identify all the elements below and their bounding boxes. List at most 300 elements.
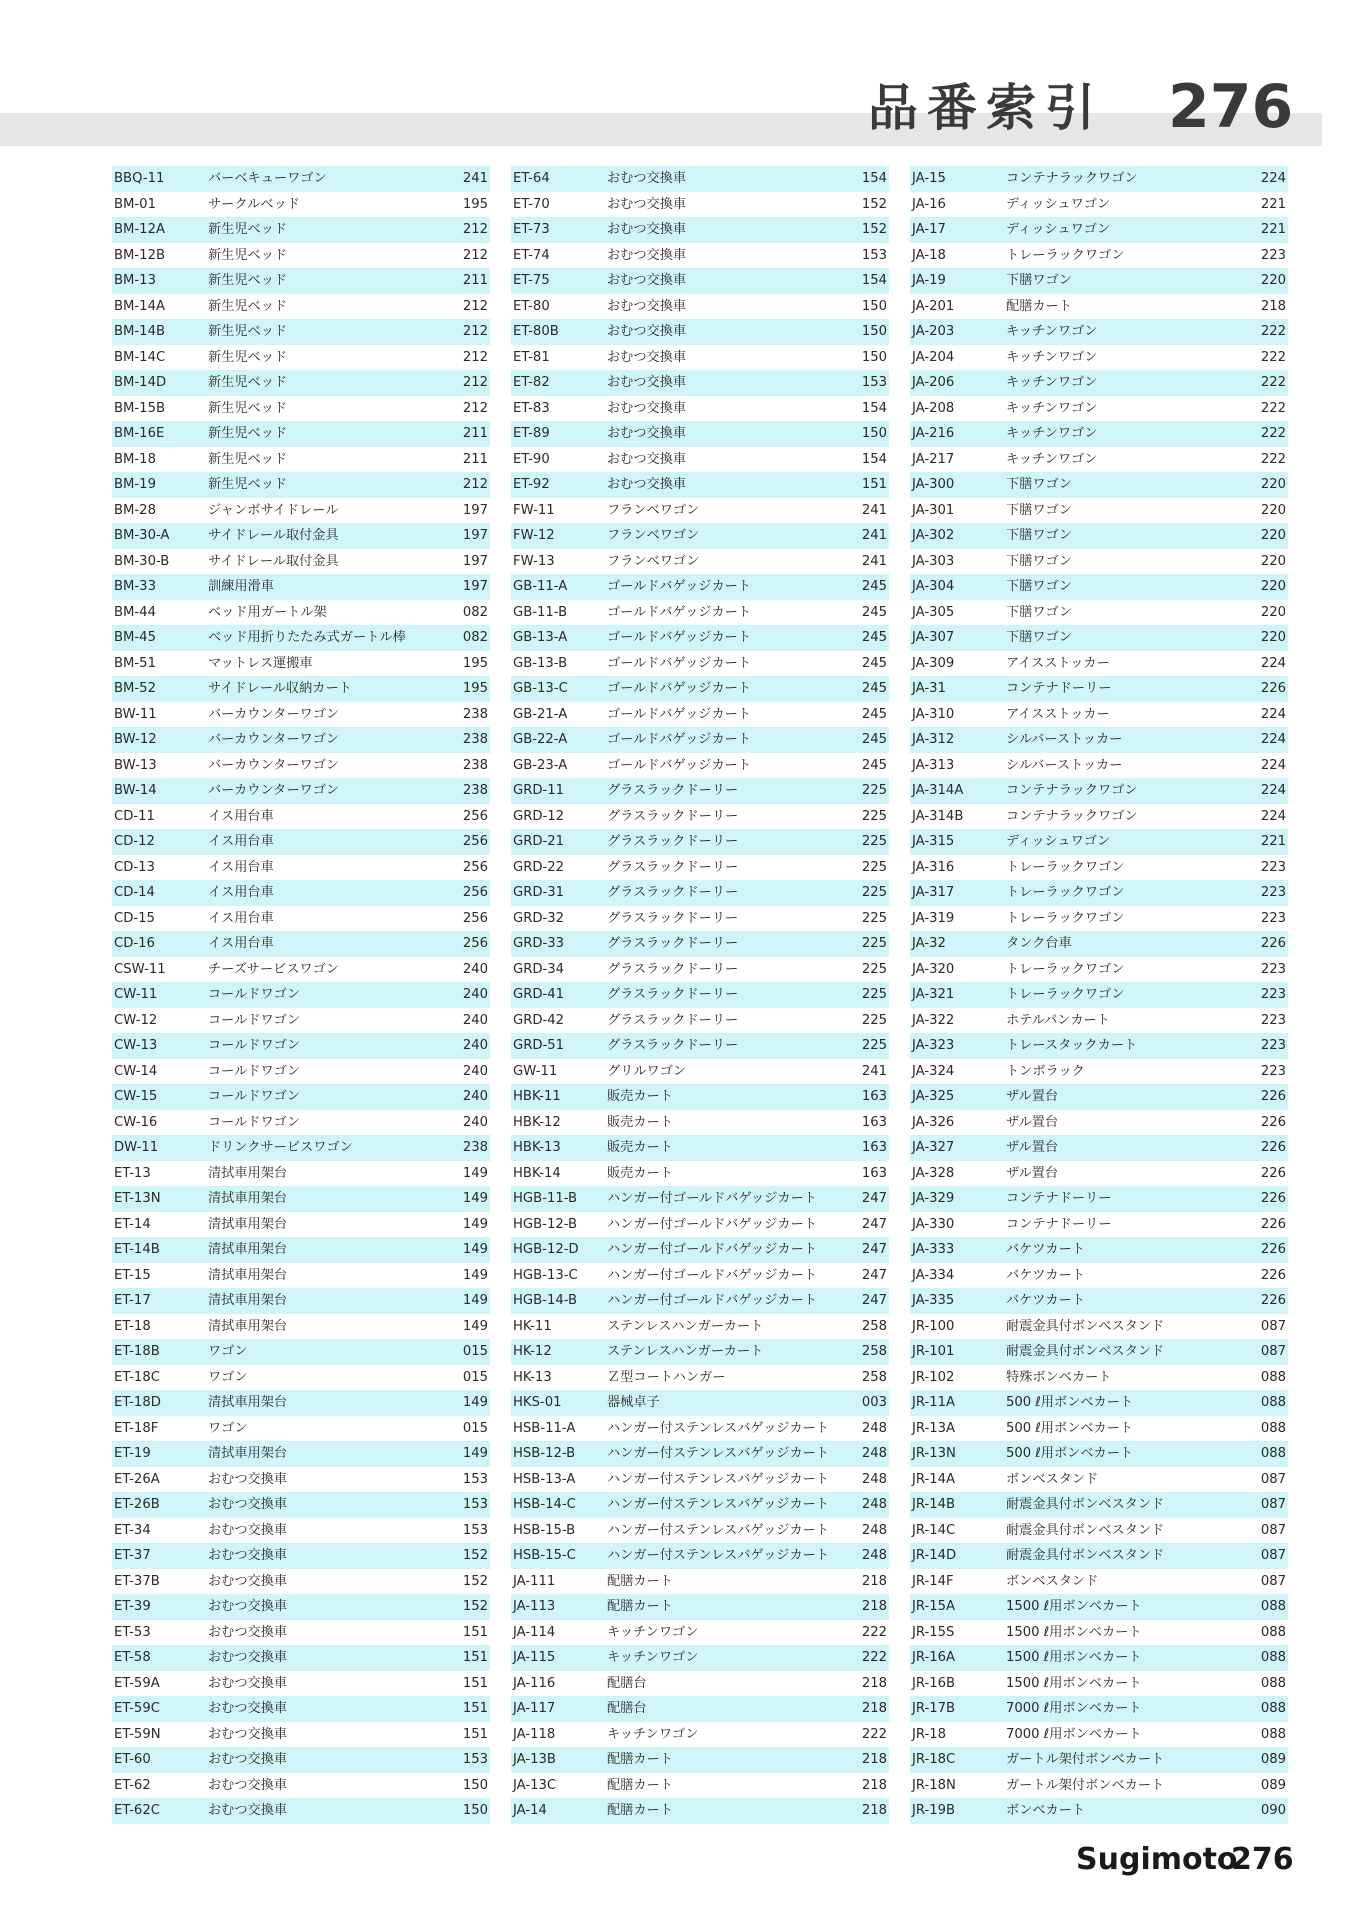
index-row: [910, 268, 1288, 294]
item-code: BM-28: [114, 502, 156, 518]
item-page: 225: [861, 859, 887, 875]
index-row: [511, 421, 889, 447]
item-name: バケツカート: [1006, 1293, 1085, 1308]
index-row: [910, 753, 1288, 779]
item-code: ET-37: [114, 1548, 151, 1563]
item-name: ゴールドバゲッジカート: [607, 732, 752, 747]
index-row: [910, 1569, 1288, 1595]
index-row: [910, 1798, 1288, 1824]
item-page: 218: [861, 1752, 887, 1767]
item-code: CD-12: [114, 834, 155, 849]
item-code: JR-13N: [912, 1446, 956, 1461]
item-code: CD-13: [114, 859, 155, 875]
index-row: [910, 1314, 1288, 1340]
item-page: 195: [462, 655, 488, 671]
item-name: コールドワゴン: [208, 1038, 301, 1053]
item-page: 218: [861, 1675, 887, 1691]
index-row: [112, 421, 490, 447]
item-name: おむつ交換車: [607, 426, 687, 441]
item-page: 088: [1260, 1420, 1286, 1436]
item-page: 152: [861, 222, 887, 237]
item-name: コンテナドーリー: [1006, 1191, 1112, 1206]
item-code: BM-33: [114, 579, 156, 594]
index-row: [910, 1390, 1288, 1416]
item-page: 154: [861, 171, 887, 186]
index-row: [112, 1798, 490, 1824]
item-code: HSB-12-B: [513, 1446, 576, 1461]
item-code: CW-12: [114, 1012, 158, 1028]
item-name: 訓練用滑車: [208, 579, 274, 594]
index-row: [511, 574, 889, 600]
item-page: 223: [1260, 1012, 1286, 1028]
item-page: 240: [462, 1089, 488, 1104]
item-page: 241: [861, 1063, 887, 1079]
item-name: トレーラックワゴン: [1006, 961, 1125, 977]
index-row: [112, 1339, 490, 1365]
index-row: [910, 549, 1288, 575]
item-page: 256: [462, 936, 488, 951]
item-page: 221: [1260, 222, 1286, 237]
item-page: 212: [462, 349, 488, 365]
item-page: 015: [462, 1344, 488, 1359]
index-row: [511, 1110, 889, 1136]
item-name: ボンベスタンド: [1006, 1471, 1099, 1487]
item-page: 240: [462, 1114, 488, 1130]
index-row: [511, 753, 889, 779]
index-row: [112, 982, 490, 1008]
item-page: 224: [1260, 732, 1286, 747]
item-code: ET-15: [114, 1267, 151, 1283]
item-code: BW-12: [114, 732, 157, 747]
item-code: JA-117: [513, 1701, 556, 1716]
item-page: 245: [861, 681, 887, 696]
item-page: 248: [861, 1420, 887, 1436]
item-code: JA-323: [912, 1038, 955, 1053]
index-row: [511, 1747, 889, 1773]
index-row: [910, 880, 1288, 906]
index-row: [112, 651, 490, 677]
header-page-number: 276: [1168, 72, 1294, 142]
item-page: 221: [1260, 834, 1286, 849]
index-row: [910, 319, 1288, 345]
item-page: 151: [861, 477, 887, 492]
index-row: [511, 1543, 889, 1569]
item-page: 149: [462, 1267, 488, 1283]
item-name: おむつ交換車: [208, 1471, 288, 1487]
item-code: HGB-14-B: [513, 1293, 578, 1308]
index-row: [511, 880, 889, 906]
item-name: 下膳ワゴン: [1006, 579, 1072, 594]
item-code: HGB-12-B: [513, 1216, 578, 1232]
item-name: 配膳カート: [607, 1752, 673, 1767]
item-page: 245: [861, 655, 887, 671]
item-name: ゴールドバゲッジカート: [607, 630, 752, 645]
index-row: [511, 1671, 889, 1697]
index-row: [112, 549, 490, 575]
item-name: バーカウンターワゴン: [208, 732, 340, 747]
index-row: [910, 1492, 1288, 1518]
item-page: 256: [462, 808, 488, 824]
item-code: JR-17B: [912, 1701, 956, 1716]
item-code: JR-101: [912, 1344, 955, 1359]
item-code: JA-307: [912, 630, 955, 645]
item-code: FW-13: [513, 553, 555, 569]
item-code: JA-300: [912, 477, 955, 492]
index-row: [511, 1773, 889, 1799]
item-name: 耐震金具付ボンベスタンド: [1006, 1344, 1165, 1359]
item-name: ワゴン: [208, 1344, 248, 1359]
item-code: HBK-12: [513, 1114, 561, 1130]
item-name: フランベワゴン: [607, 528, 700, 543]
index-row: [112, 880, 490, 906]
item-code: JA-313: [912, 757, 955, 773]
item-code: ET-26B: [114, 1497, 160, 1512]
item-code: ET-18D: [114, 1395, 161, 1410]
index-row: [112, 370, 490, 396]
index-row: [910, 396, 1288, 422]
item-page: 149: [462, 1293, 488, 1308]
item-code: GB-13-C: [513, 681, 568, 696]
item-name: ベッド用ガートル架: [208, 604, 327, 620]
item-page: 226: [1260, 936, 1286, 951]
item-page: 088: [1260, 1701, 1286, 1716]
index-row: [511, 1314, 889, 1340]
item-page: 241: [861, 502, 887, 518]
item-page: 256: [462, 834, 488, 849]
item-page: 090: [1260, 1803, 1286, 1818]
index-row: [910, 1620, 1288, 1646]
item-page: 218: [861, 1599, 887, 1614]
item-name: コールドワゴン: [208, 1063, 301, 1079]
item-name: イス用台車: [208, 885, 274, 900]
footer-page-number: 276: [1231, 1842, 1294, 1877]
item-page: 226: [1260, 1114, 1286, 1130]
item-name: トレーラックワゴン: [1006, 910, 1125, 926]
item-code: ET-92: [513, 477, 550, 492]
item-name: 新生児ベッド: [208, 298, 288, 314]
index-row: [112, 625, 490, 651]
item-code: JA-31: [912, 681, 946, 696]
item-code: HKS-01: [513, 1395, 562, 1410]
item-code: GB-23-A: [513, 757, 568, 773]
index-row: [511, 1518, 889, 1544]
item-code: JR-14C: [912, 1522, 956, 1538]
item-code: BW-14: [114, 783, 157, 798]
item-name: キッチンワゴン: [1006, 375, 1098, 390]
index-row: [511, 549, 889, 575]
item-code: BM-18: [114, 451, 156, 467]
item-name: 配膳カート: [607, 1803, 673, 1818]
index-row: [511, 1059, 889, 1085]
item-page: 195: [462, 681, 488, 696]
item-code: ET-37B: [114, 1573, 160, 1589]
item-page: 153: [462, 1471, 488, 1487]
item-name: おむつ交換車: [208, 1752, 288, 1767]
item-code: ET-59A: [114, 1675, 160, 1691]
item-page: 238: [462, 706, 488, 722]
item-code: CD-11: [114, 808, 155, 824]
index-row: [910, 1059, 1288, 1085]
item-code: JA-217: [912, 451, 955, 467]
item-name: ゴールドバゲッジカート: [607, 655, 752, 671]
item-page: 149: [462, 1446, 488, 1461]
item-code: GRD-21: [513, 834, 565, 849]
header-band: [0, 113, 1322, 146]
item-page: 218: [861, 1803, 887, 1818]
item-name: 下膳ワゴン: [1006, 553, 1072, 569]
item-name: おむつ交換車: [607, 477, 687, 492]
item-name: ハンガー付ゴールドバゲッジカート: [607, 1267, 817, 1283]
index-row: [112, 345, 490, 371]
item-code: JR-100: [912, 1318, 955, 1334]
index-row: [511, 1365, 889, 1391]
item-page: 153: [462, 1522, 488, 1538]
item-code: ET-58: [114, 1650, 151, 1665]
item-code: BM-30-B: [114, 553, 170, 569]
item-name: バーカウンターワゴン: [208, 706, 340, 722]
item-page: 149: [462, 1216, 488, 1232]
item-code: JA-17: [912, 222, 946, 237]
index-row: [910, 447, 1288, 473]
index-row: [910, 1441, 1288, 1467]
item-page: 225: [861, 936, 887, 951]
item-page: 154: [861, 400, 887, 416]
index-row: [511, 396, 889, 422]
item-name: ハンガー付ゴールドバゲッジカート: [607, 1293, 817, 1308]
index-row: [112, 192, 490, 218]
item-code: ET-80: [513, 298, 550, 314]
index-row: [910, 498, 1288, 524]
item-name: ハンガー付ステンレスバゲッジカート: [607, 1497, 830, 1512]
item-page: 248: [861, 1471, 887, 1487]
index-row: [511, 906, 889, 932]
item-page: 152: [462, 1573, 488, 1589]
item-page: 223: [1260, 859, 1286, 875]
item-page: 151: [462, 1701, 488, 1716]
item-page: 220: [1260, 273, 1286, 288]
index-row: [910, 574, 1288, 600]
index-row: [910, 370, 1288, 396]
index-row: [910, 1365, 1288, 1391]
item-page: 151: [462, 1675, 488, 1691]
item-name: おむつ交換車: [208, 1777, 288, 1793]
item-name: ドリンクサービスワゴン: [208, 1140, 353, 1155]
item-name: 清拭車用架台: [208, 1216, 288, 1232]
item-page: 226: [1260, 1293, 1286, 1308]
index-row: [511, 1416, 889, 1442]
item-name: おむつ交換車: [607, 196, 687, 212]
item-code: JR-16A: [912, 1650, 956, 1665]
index-row: [112, 804, 490, 830]
item-name: ベッド用折りたたみ式ガートル棒: [208, 630, 406, 645]
index-row: [511, 1441, 889, 1467]
item-name: ジャンボサイドレール: [208, 502, 339, 518]
index-row: [112, 1263, 490, 1289]
item-code: JA-115: [513, 1650, 556, 1665]
item-code: JA-315: [912, 834, 955, 849]
item-name: グラスラックドーリー: [607, 834, 739, 849]
item-page: 088: [1260, 1675, 1286, 1691]
index-row: [511, 1645, 889, 1671]
item-code: FW-12: [513, 528, 555, 543]
item-name: おむつ交換車: [208, 1675, 288, 1691]
index-row: [910, 1212, 1288, 1238]
index-row: [112, 1441, 490, 1467]
item-page: 223: [1260, 987, 1286, 1002]
index-row: [910, 1671, 1288, 1697]
item-page: 153: [861, 375, 887, 390]
item-code: BM-30-A: [114, 528, 170, 543]
item-name: ザル置台: [1006, 1165, 1059, 1181]
item-code: JA-14: [513, 1803, 547, 1818]
index-row: [112, 1135, 490, 1161]
item-code: HBK-14: [513, 1165, 561, 1181]
item-code: JR-14D: [912, 1548, 957, 1563]
item-code: GRD-11: [513, 783, 565, 798]
item-code: JA-303: [912, 553, 955, 569]
index-row: [112, 1288, 490, 1314]
item-code: BW-11: [114, 706, 157, 722]
item-name: 下膳ワゴン: [1006, 604, 1072, 620]
index-row: [910, 855, 1288, 881]
index-row: [910, 931, 1288, 957]
item-page: 256: [462, 885, 488, 900]
index-row: [511, 625, 889, 651]
item-name: 1500 ℓ用ボンベカート: [1006, 1624, 1142, 1640]
index-row: [511, 1288, 889, 1314]
item-name: グラスラックドーリー: [607, 885, 739, 900]
item-page: 218: [861, 1701, 887, 1716]
item-page: 197: [462, 553, 488, 569]
item-name: おむつ交換車: [208, 1497, 288, 1512]
item-name: ゴールドバゲッジカート: [607, 579, 752, 594]
index-row: [511, 319, 889, 345]
index-row: [511, 1569, 889, 1595]
index-row: [910, 1135, 1288, 1161]
index-row: [910, 1110, 1288, 1136]
item-page: 224: [1260, 706, 1286, 722]
item-page: 151: [462, 1650, 488, 1665]
item-page: 247: [861, 1191, 887, 1206]
item-page: 248: [861, 1446, 887, 1461]
item-page: 150: [861, 298, 887, 314]
item-name: サイドレール取付金具: [208, 553, 339, 569]
index-row: [112, 1084, 490, 1110]
index-row: [112, 1390, 490, 1416]
item-name: グラスラックドーリー: [607, 859, 739, 875]
item-code: ET-81: [513, 349, 550, 365]
item-code: JA-111: [513, 1573, 556, 1589]
item-code: JA-116: [513, 1675, 556, 1691]
item-code: ET-82: [513, 375, 550, 390]
item-page: 150: [462, 1777, 488, 1793]
index-row: [112, 676, 490, 702]
index-row: [910, 957, 1288, 983]
item-name: イス用台車: [208, 808, 274, 824]
item-code: HSB-15-B: [513, 1522, 576, 1538]
index-row: [910, 217, 1288, 243]
item-name: シルバーストッカー: [1006, 732, 1123, 747]
item-name: ゴールドバゲッジカート: [607, 706, 752, 722]
item-page: 087: [1260, 1497, 1286, 1512]
item-code: JR-11A: [912, 1395, 956, 1410]
item-code: BW-13: [114, 757, 157, 773]
item-page: 195: [462, 196, 488, 212]
index-row: [112, 1161, 490, 1187]
item-name: ハンガー付ステンレスバゲッジカート: [607, 1548, 830, 1563]
item-code: BM-15B: [114, 400, 166, 416]
item-code: JA-16: [912, 196, 946, 212]
item-name: トレーラックワゴン: [1006, 987, 1125, 1002]
item-page: 088: [1260, 1446, 1286, 1461]
item-name: ステンレスハンガーカート: [607, 1344, 764, 1359]
item-page: 087: [1260, 1522, 1286, 1538]
index-row: [112, 574, 490, 600]
item-page: 222: [861, 1650, 887, 1665]
index-row: [511, 1084, 889, 1110]
index-row: [511, 982, 889, 1008]
item-name: キッチンワゴン: [1006, 451, 1098, 467]
item-page: 225: [861, 987, 887, 1002]
item-page: 226: [1260, 1165, 1286, 1181]
item-code: BM-14A: [114, 298, 165, 314]
item-code: ET-53: [114, 1624, 151, 1640]
brand-logo: Sugimoto: [1076, 1842, 1238, 1877]
item-code: ET-80B: [513, 324, 559, 339]
item-page: 212: [462, 247, 488, 263]
item-page: 220: [1260, 630, 1286, 645]
item-page: 087: [1260, 1548, 1286, 1563]
index-row: [511, 192, 889, 218]
item-page: 241: [861, 528, 887, 543]
item-page: 151: [462, 1726, 488, 1742]
item-page: 247: [861, 1267, 887, 1283]
item-code: JA-325: [912, 1089, 955, 1104]
item-code: GRD-41: [513, 987, 565, 1002]
item-name: 販売カート: [607, 1114, 673, 1130]
item-code: JA-201: [912, 298, 955, 314]
item-code: GW-11: [513, 1063, 558, 1079]
item-name: 新生児ベッド: [208, 222, 288, 237]
item-name: 新生児ベッド: [208, 477, 288, 492]
item-code: JA-302: [912, 528, 955, 543]
item-code: ET-74: [513, 247, 550, 263]
index-row: [511, 1594, 889, 1620]
item-name: 新生児ベッド: [208, 375, 288, 390]
item-page: 150: [861, 324, 887, 339]
index-row: [112, 1645, 490, 1671]
index-row: [112, 1569, 490, 1595]
item-code: JA-326: [912, 1114, 955, 1130]
item-name: 器械卓子: [607, 1395, 660, 1410]
item-code: JA-203: [912, 324, 955, 339]
index-row: [511, 166, 889, 192]
item-code: BM-12B: [114, 247, 166, 263]
item-page: 223: [1260, 1063, 1286, 1079]
item-page: 241: [462, 171, 488, 186]
index-row: [112, 931, 490, 957]
item-page: 088: [1260, 1599, 1286, 1614]
item-page: 220: [1260, 528, 1286, 543]
index-row: [511, 1135, 889, 1161]
index-row: [112, 1365, 490, 1391]
item-page: 150: [861, 426, 887, 441]
index-row: [112, 1059, 490, 1085]
index-row: [910, 294, 1288, 320]
item-code: JA-118: [513, 1726, 556, 1742]
item-name: バーベキューワゴン: [208, 171, 327, 186]
item-page: 224: [1260, 171, 1286, 186]
